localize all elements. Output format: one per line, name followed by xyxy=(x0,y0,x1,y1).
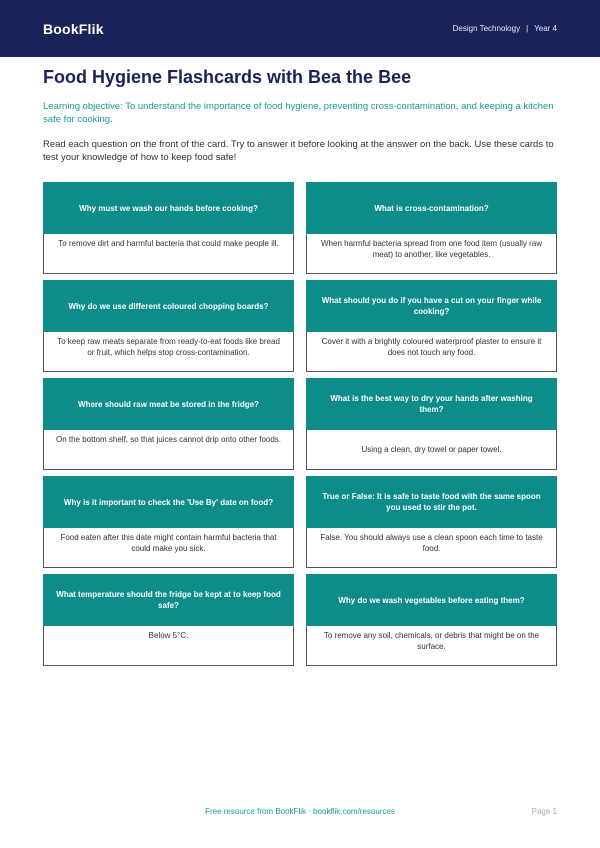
subject-label: Design Technology xyxy=(452,24,521,33)
flashcard-answer: To keep raw meats separate from ready-to-eat foods like bread or fruit, which helps stop cross-contamination. xyxy=(43,332,294,372)
flashcard-question: Why is it important to check the 'Use By' date on food? xyxy=(43,476,294,528)
flashcard-answer: To remove dirt and harmful bacteria that could make people ill. xyxy=(43,234,294,274)
flashcard-question: Where should raw meat be stored in the fridge? xyxy=(43,378,294,430)
flashcard-question: True or False: It is safe to taste food with the same spoon you used to stir the pot. xyxy=(306,476,557,528)
flashcard-answer: On the bottom shelf, so that juices cannot drip onto other foods. xyxy=(43,430,294,470)
page-title: Food Hygiene Flashcards with Bea the Bee xyxy=(43,67,412,87)
footer-resource-link[interactable]: Free resource from BookFlik · bookflik.com/resources xyxy=(205,807,395,816)
flashcard-answer: Cover it with a brightly coloured waterproof plaster to ensure it does not touch any food. xyxy=(306,332,557,372)
flashcard xyxy=(43,574,294,666)
flashcard xyxy=(43,182,294,274)
flashcard-question: What temperature should the fridge be kept at to keep food safe? xyxy=(43,574,294,626)
flashcard-answer: Using a clean, dry towel or paper towel. xyxy=(306,430,557,470)
flashcard xyxy=(43,378,294,470)
flashcard-answer: To remove any soil, chemicals, or debris that might be on the surface. xyxy=(306,626,557,666)
flashcard-answer: When harmful bacteria spread from one food item (usually raw meat) to another, like vegetables. xyxy=(306,234,557,274)
flashcard-question: Why must we wash our hands before cooking? xyxy=(43,182,294,234)
flashcard-answer: Below 5°C. xyxy=(43,626,294,666)
flashcard-question: What is cross-contamination? xyxy=(306,182,557,234)
flashcard xyxy=(43,280,294,372)
flashcard-question: Why do we wash vegetables before eating them? xyxy=(306,574,557,626)
flashcard-answer: Food eaten after this date might contain harmful bacteria that could make you sick. xyxy=(43,528,294,568)
top-bar xyxy=(0,0,600,57)
flashcard-question: What should you do if you have a cut on your finger while cooking? xyxy=(306,280,557,332)
flashcard xyxy=(43,476,294,568)
flashcard xyxy=(306,378,557,470)
flashcard-grid xyxy=(43,182,557,666)
learning-objective: Learning objective: To understand the importance of food hygiene, preventing cross-contamination, and keeping a kitchen safe for cooking. xyxy=(43,101,554,125)
breadcrumb-separator: | xyxy=(526,24,529,33)
breadcrumb xyxy=(453,24,557,33)
flashcard-question: Why do we use different coloured chopping boards? xyxy=(43,280,294,332)
flashcard xyxy=(306,574,557,666)
flashcard xyxy=(306,182,557,274)
flashcard-question: What is the best way to dry your hands after washing them? xyxy=(306,378,557,430)
page-number: Page 1 xyxy=(531,807,557,816)
brand-logo-text[interactable]: BookFlik xyxy=(43,20,104,37)
flashcard xyxy=(306,280,557,372)
flashcard-answer: False. You should always use a clean spoon each time to taste food. xyxy=(306,528,557,568)
instructions-text: Read each question on the front of the card. Try to answer it before looking at the answer on the back. Use these cards to test your knowledge of how to keep food safe! xyxy=(43,139,554,163)
flashcard xyxy=(306,476,557,568)
year-label: Year 4 xyxy=(534,24,557,33)
